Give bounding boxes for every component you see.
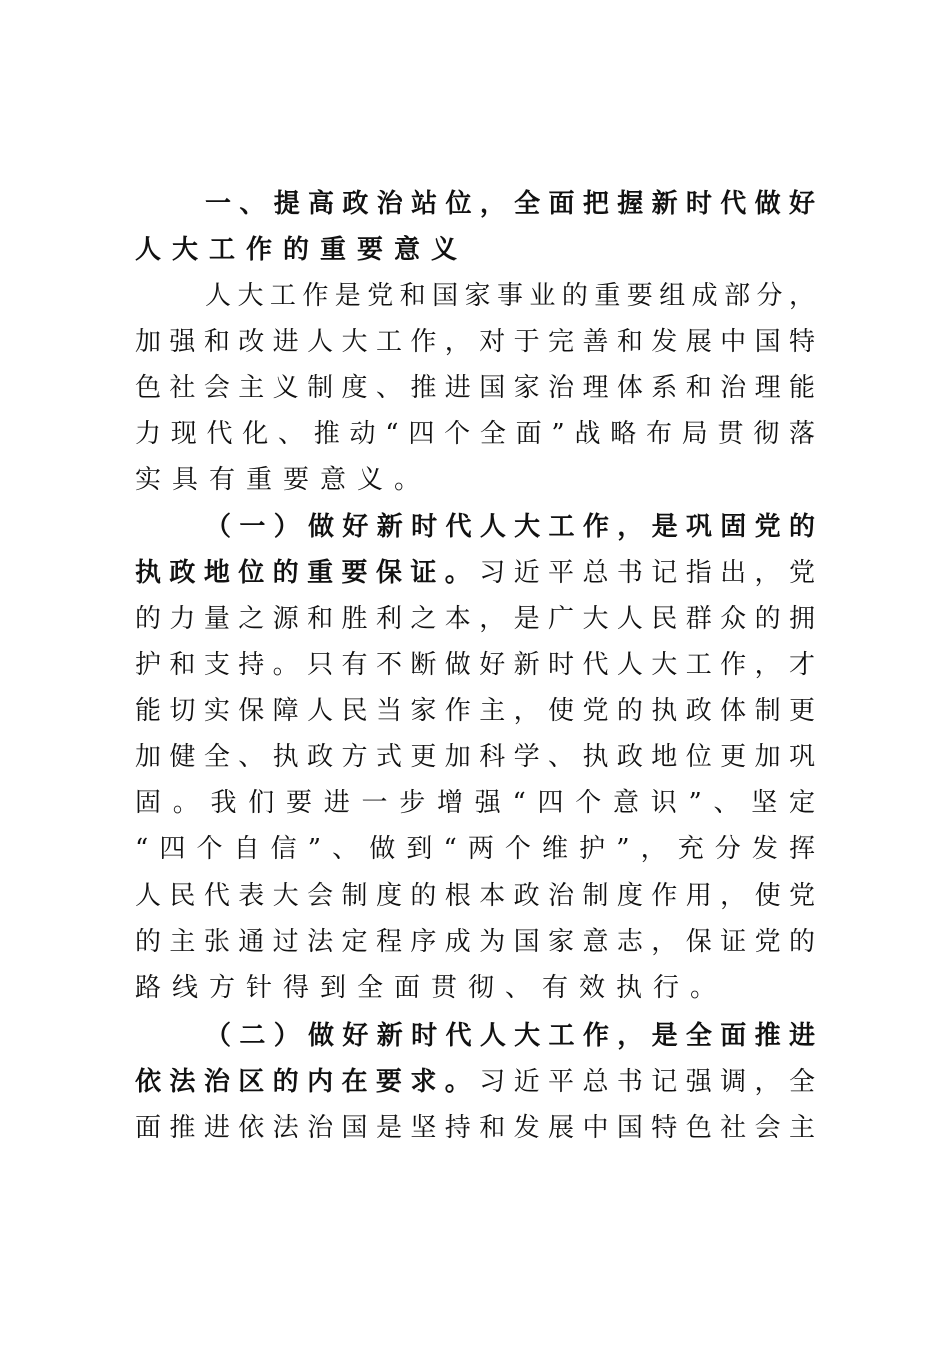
paragraph-line: 人民代表大会制度的根本政治制度作用，使党 [135,881,815,911]
paragraph-line: 能切实保障人民当家作主，使党的执政体制更 [135,696,815,726]
paragraph-line: 路线方针得到全面贯彻、有效执行。 [135,973,728,1003]
paragraph-line: 护和支持。只有不断做好新时代人大工作，才 [135,650,815,680]
subsection-2-body-text: 习近平总书记强调，全 [479,1067,815,1097]
subsection-heading-2-bold-text: 依法治区的内在要求。 [135,1067,480,1097]
paragraph-line: 的主张通过法定程序成为国家意志，保证党的 [135,927,815,957]
subsection-heading-2: （二）做好新时代人大工作，是全面推进 [205,1021,815,1051]
paragraph-line: 色社会主义制度、推进国家治理体系和治理能 [135,373,815,403]
paragraph-line: 加健全、执政方式更加科学、执政地位更加巩 [135,742,815,772]
paragraph-line: 力现代化、推动“四个全面”战略布局贯彻落 [135,419,815,449]
paragraph-line: 实具有重要意义。 [135,465,432,495]
subsection-heading-1-line-2 [135,550,815,596]
paragraph-line: 固。我们要进一步增强“四个意识”、坚定 [135,788,815,818]
paragraph-line: “四个自信”、做到“两个维护”，充分发挥 [135,834,815,864]
paragraph-line: 加强和改进人大工作，对于完善和发展中国特 [135,327,815,357]
section-heading-line-1: 一、提高政治站位，全面把握新时代做好 [205,189,815,219]
paragraph-line: 的力量之源和胜利之本，是广大人民群众的拥 [135,604,815,634]
subsection-heading-2-line-2 [135,1059,815,1105]
section-heading-line-2: 人大工作的重要意义 [135,235,469,265]
paragraph-line: 人大工作是党和国家事业的重要组成部分， [205,281,815,311]
subsection-heading-1-bold-text: 执政地位的重要保证。 [135,558,480,588]
subsection-heading-1: （一）做好新时代人大工作，是巩固党的 [205,512,815,542]
paragraph-line: 面推进依法治国是坚持和发展中国特色社会主 [135,1113,815,1143]
subsection-1-body-text: 习近平总书记指出，党 [479,558,815,588]
